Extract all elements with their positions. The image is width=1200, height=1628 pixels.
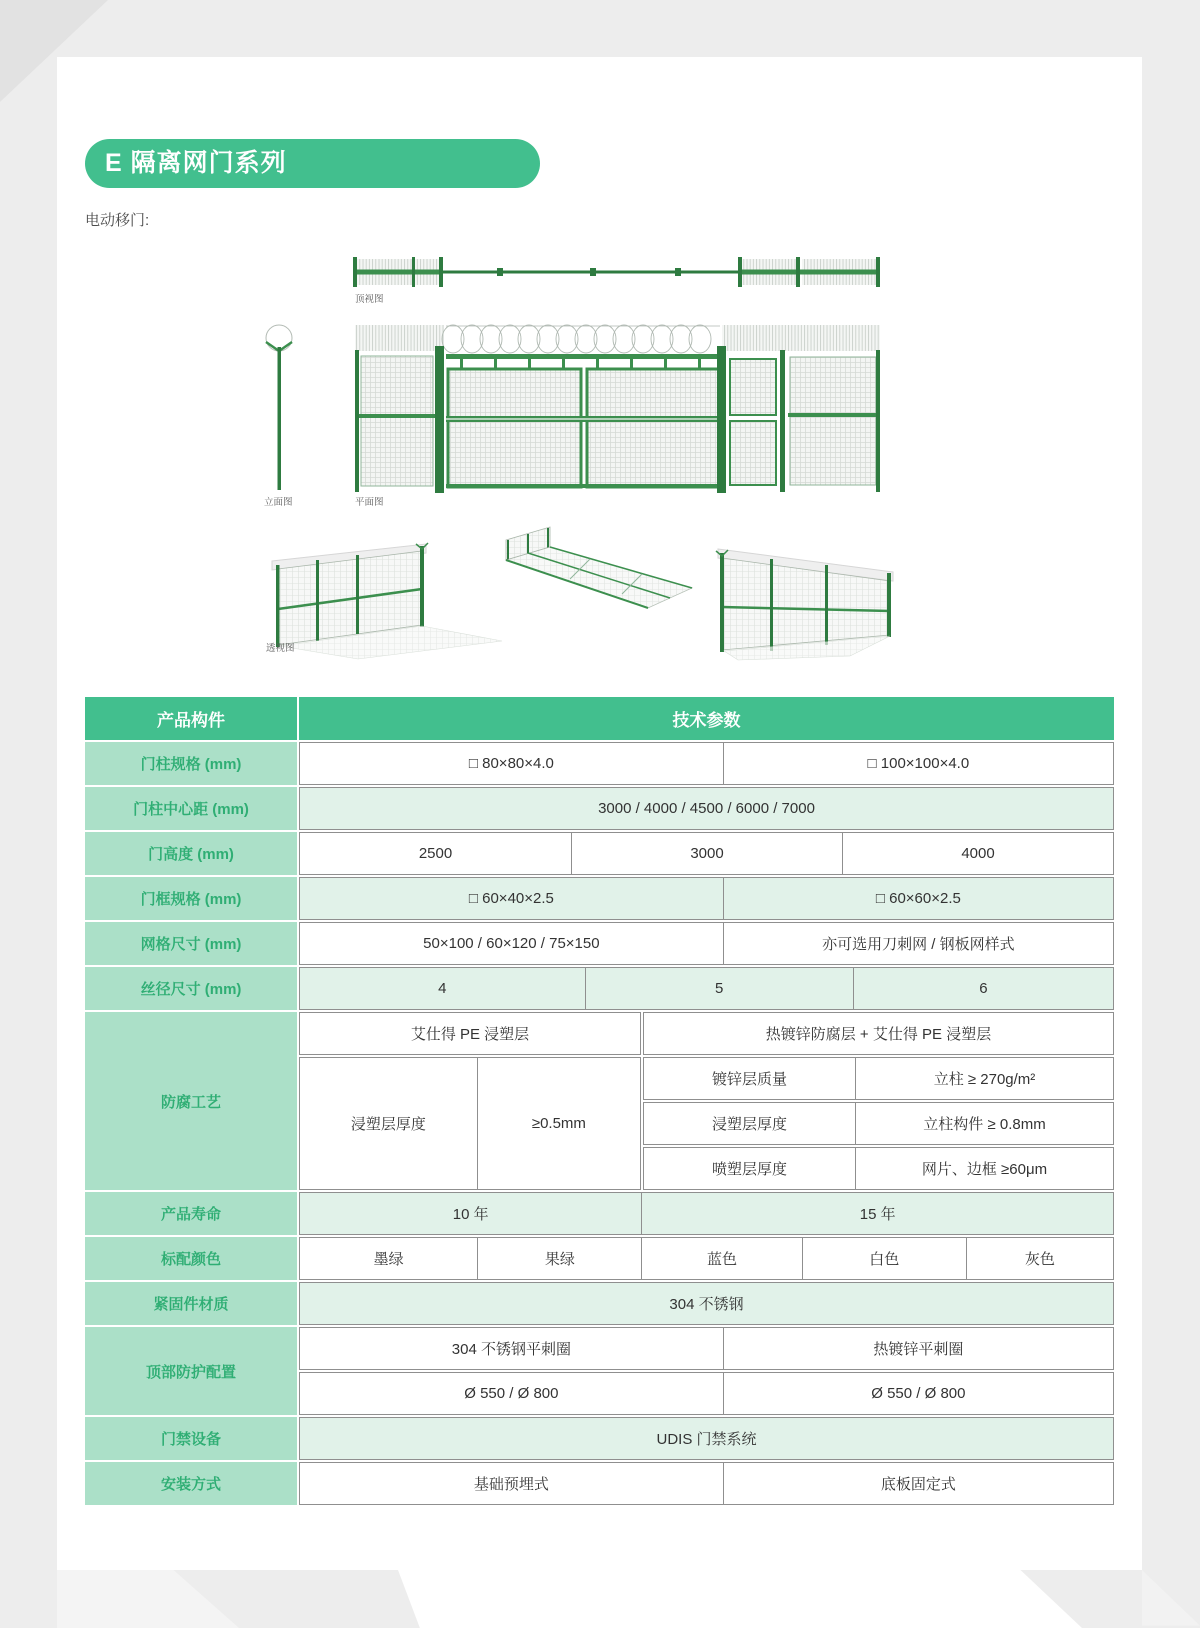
- spec-cell: 5: [585, 968, 853, 1009]
- spec-cell: 304 不锈钢: [669, 1296, 744, 1313]
- series-title-badge: E 隔离网门系列: [85, 139, 540, 188]
- content-card: [57, 57, 1142, 1570]
- row-label: 网格尺寸 (mm): [85, 922, 297, 965]
- spec-cell: 4: [438, 980, 447, 997]
- perspective-view-label: 透视图: [266, 643, 295, 654]
- table-row-gate-height: [85, 832, 1114, 875]
- elevation-view-label: 立面图: [264, 497, 293, 508]
- technical-drawings: [250, 247, 950, 667]
- corner-decoration-bottom-left: [57, 1570, 239, 1628]
- corner-decoration-bottom-right: [1142, 1570, 1200, 1628]
- row-label: 丝径尺寸 (mm): [85, 967, 297, 1010]
- spec-cell: 热镀锌平刺圈: [723, 1328, 1113, 1369]
- spec-cell: 蓝色: [641, 1238, 801, 1279]
- spec-cell: 3000 / 4000 / 4500 / 6000 / 7000: [598, 800, 815, 817]
- spec-cell: 15 年: [641, 1193, 1113, 1234]
- spec-cell: 6: [853, 968, 1113, 1009]
- spec-cell: Ø 550 / Ø 800: [723, 1373, 1113, 1414]
- table-header-row: [85, 697, 1114, 740]
- plan-view-label: 平面图: [355, 497, 384, 508]
- spec-cell: □ 60×40×2.5: [468, 890, 554, 907]
- table-row-access-control: [85, 1417, 1114, 1460]
- row-label: 门柱中心距 (mm): [85, 787, 297, 830]
- row-label: 产品寿命: [85, 1192, 297, 1235]
- spec-cell: 亦可选用刀刺网 / 钢板网样式: [723, 923, 1113, 964]
- perspective-view-middle: [506, 527, 692, 608]
- perspective-view-left: [266, 543, 502, 659]
- spec-cell: 基础预埋式: [473, 1476, 549, 1493]
- spec-cell: 热镀锌防腐层 + 艾仕得 PE 浸塑层: [765, 1026, 992, 1043]
- plan-view-drawing: [355, 323, 880, 508]
- table-row-anti-corrosion: [85, 1012, 1114, 1190]
- spec-table: [85, 697, 1114, 1507]
- spec-cell: 立柱 ≥ 270g/m²: [855, 1058, 1113, 1099]
- spec-cell: 白色: [802, 1238, 966, 1279]
- table-header-component: 产品构件: [85, 697, 297, 740]
- spec-cell: UDIS 门禁系统: [656, 1431, 757, 1448]
- table-header-parameters: 技术参数: [299, 697, 1114, 740]
- top-view-label: 顶视图: [355, 294, 384, 305]
- table-row-standard-colors: [85, 1237, 1114, 1280]
- spec-cell: Ø 550 / Ø 800: [464, 1385, 559, 1402]
- spec-cell: □ 100×100×4.0: [723, 743, 1113, 784]
- table-row-gate-frame-spec: [85, 877, 1114, 920]
- top-view-drawing: [353, 257, 880, 305]
- table-row-gate-post-spec: [85, 742, 1114, 785]
- row-label: 门高度 (mm): [85, 832, 297, 875]
- spec-cell: ≥0.5mm: [477, 1058, 640, 1189]
- table-row-wire-diameter: [85, 967, 1114, 1010]
- elevation-view-drawing: [264, 325, 293, 508]
- spec-cell: 10 年: [452, 1206, 489, 1223]
- spec-cell: 底板固定式: [723, 1463, 1113, 1504]
- row-label: 顶部防护配置: [85, 1327, 297, 1415]
- spec-cell: 4000: [842, 833, 1113, 874]
- spec-cell: 浸塑层厚度: [712, 1116, 788, 1133]
- row-label: 防腐工艺: [85, 1012, 297, 1190]
- spec-cell: 网片、边框 ≥60μm: [855, 1148, 1113, 1189]
- spec-cell: 艾仕得 PE 浸塑层: [410, 1026, 530, 1043]
- row-label: 门框规格 (mm): [85, 877, 297, 920]
- spec-cell: 304 不锈钢平刺圈: [451, 1341, 571, 1358]
- table-row-post-center-distance: [85, 787, 1114, 830]
- table-row-installation: [85, 1462, 1114, 1505]
- row-label: 安装方式: [85, 1462, 297, 1505]
- perspective-view-right: [716, 549, 893, 660]
- table-row-mesh-size: [85, 922, 1114, 965]
- bottom-diagonal-band: [398, 1570, 1082, 1628]
- spec-cell: 果绿: [477, 1238, 641, 1279]
- spec-cell: 立柱构件 ≥ 0.8mm: [855, 1103, 1113, 1144]
- table-row-top-protection: [85, 1327, 1114, 1415]
- spec-cell: 浸塑层厚度: [350, 1116, 426, 1133]
- spec-cell: 镀锌层质量: [712, 1071, 788, 1088]
- row-label: 门禁设备: [85, 1417, 297, 1460]
- spec-cell: 2500: [418, 845, 453, 862]
- spec-cell: 灰色: [966, 1238, 1113, 1279]
- spec-cell: □ 80×80×4.0: [468, 755, 554, 772]
- spec-cell: 50×100 / 60×120 / 75×150: [423, 935, 600, 952]
- table-row-product-life: [85, 1192, 1114, 1235]
- spec-cell: □ 60×60×2.5: [723, 878, 1113, 919]
- table-row-fastener-material: [85, 1282, 1114, 1325]
- spec-cell: 喷塑层厚度: [712, 1161, 788, 1178]
- row-label: 门柱规格 (mm): [85, 742, 297, 785]
- row-label: 紧固件材质: [85, 1282, 297, 1325]
- subtitle-electric-sliding-gate: 电动移门:: [85, 212, 150, 229]
- row-label: 标配颜色: [85, 1237, 297, 1280]
- spec-cell: 3000: [571, 833, 842, 874]
- spec-cell: 墨绿: [373, 1251, 404, 1268]
